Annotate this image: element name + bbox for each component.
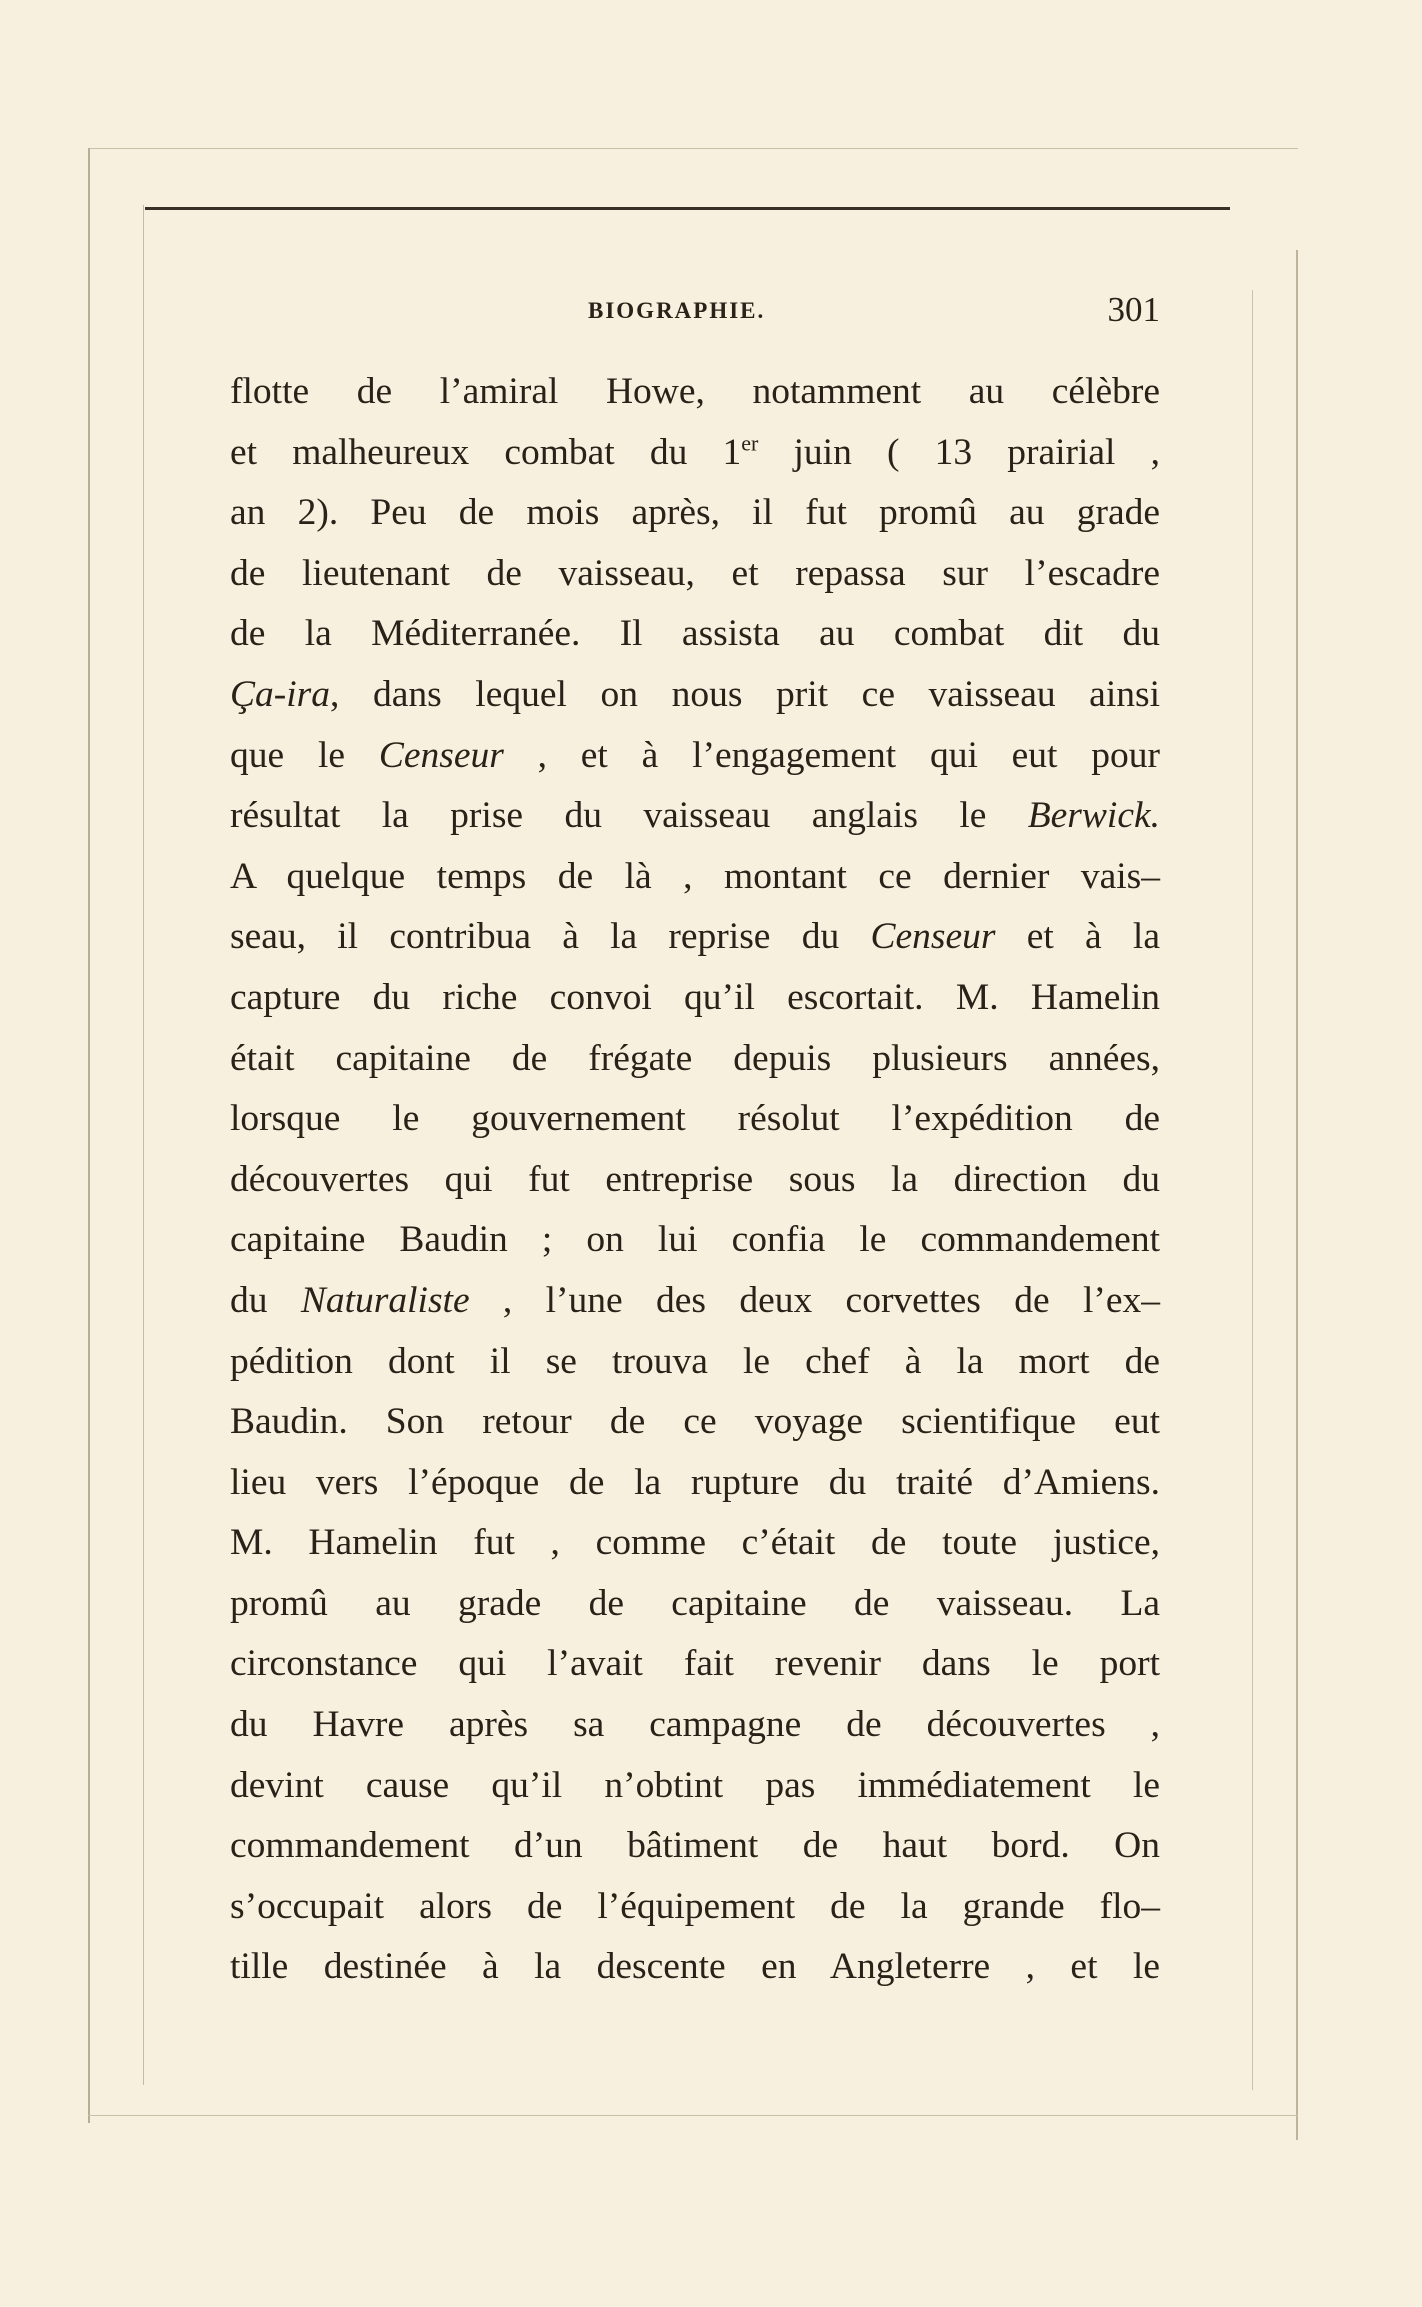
text-line: de la Méditerranée. Il assista au combat dit du: [230, 613, 1160, 655]
text-line: du Havre après sa campagne de découvertes ,: [230, 1704, 1160, 1746]
page-edge-right-outer: [1296, 250, 1298, 2140]
text-line: capture du riche convoi qu’il escortait. M. Hamelin: [230, 976, 1160, 1018]
page-edge-bottom: [88, 2115, 1298, 2116]
text-line: devint cause qu’il n’obtint pas immédiatement le: [230, 1764, 1160, 1806]
text-line: an 2). Peu de mois après, il fut promû au grade: [230, 492, 1160, 534]
text-line: était capitaine de frégate depuis plusieurs années,: [230, 1037, 1160, 1079]
text-line: Baudin. Son retour de ce voyage scientifique eut: [230, 1401, 1160, 1443]
text-line: s’occupait alors de l’équipement de la grande flo–: [230, 1885, 1160, 1927]
text-line: du Naturaliste , l’une des deux corvettes de l’ex–: [230, 1279, 1160, 1321]
text-line: tille destinée à la descente en Angleterre , et le: [230, 1946, 1160, 1988]
ship-name: Ça-ira: [230, 673, 331, 715]
page-edge-left: [88, 148, 90, 2123]
page-edge-top: [88, 148, 1298, 149]
text-line: lieu vers l’époque de la rupture du traité d’Amiens.: [230, 1461, 1160, 1503]
running-title: BIOGRAPHIE.: [588, 298, 766, 323]
text-line: M. Hamelin fut , comme c’était de toute justice,: [230, 1522, 1160, 1564]
text-line: A quelque temps de là , montant ce dernier vais–: [230, 855, 1160, 897]
header-rule: [145, 207, 1230, 210]
text-line: résultat la prise du vaisseau anglais le Berwick.: [230, 795, 1160, 837]
text-line: Ça-ira, dans lequel on nous prit ce vaisseau ainsi: [230, 673, 1160, 715]
ship-name: Naturaliste: [300, 1279, 470, 1321]
text-line: et malheureux combat du 1er juin ( 13 prairial ,: [230, 430, 1160, 473]
page-header: [230, 290, 1160, 340]
ship-name: Berwick.: [1027, 795, 1160, 837]
body-text: [230, 362, 1160, 1998]
text-line: circonstance qui l’avait fait revenir dans le port: [230, 1643, 1160, 1685]
text-line: seau, il contribua à la reprise du Censeur et à la: [230, 916, 1160, 958]
text-line: pédition dont il se trouva le chef à la mort de: [230, 1340, 1160, 1382]
ship-name: Censeur: [870, 916, 996, 958]
page-number: 301: [1107, 290, 1160, 329]
inner-edge-left: [143, 205, 144, 2085]
ship-name: Censeur: [378, 734, 504, 776]
text-line: promû au grade de capitaine de vaisseau. La: [230, 1582, 1160, 1624]
text-line: commandement d’un bâtiment de haut bord. On: [230, 1825, 1160, 1867]
text-line: que le Censeur , et à l’engagement qui eut pour: [230, 734, 1161, 776]
text-line: capitaine Baudin ; on lui confia le commandement: [230, 1219, 1160, 1261]
page-edge-right: [1252, 290, 1253, 2090]
text-line: flotte de l’amiral Howe, notamment au célèbre: [230, 371, 1160, 412]
text-line: découvertes qui fut entreprise sous la direction du: [230, 1158, 1160, 1200]
text-line: de lieutenant de vaisseau, et repassa sur l’escadre: [230, 552, 1160, 594]
text-line: lorsque le gouvernement résolut l’expédition de: [230, 1098, 1160, 1140]
